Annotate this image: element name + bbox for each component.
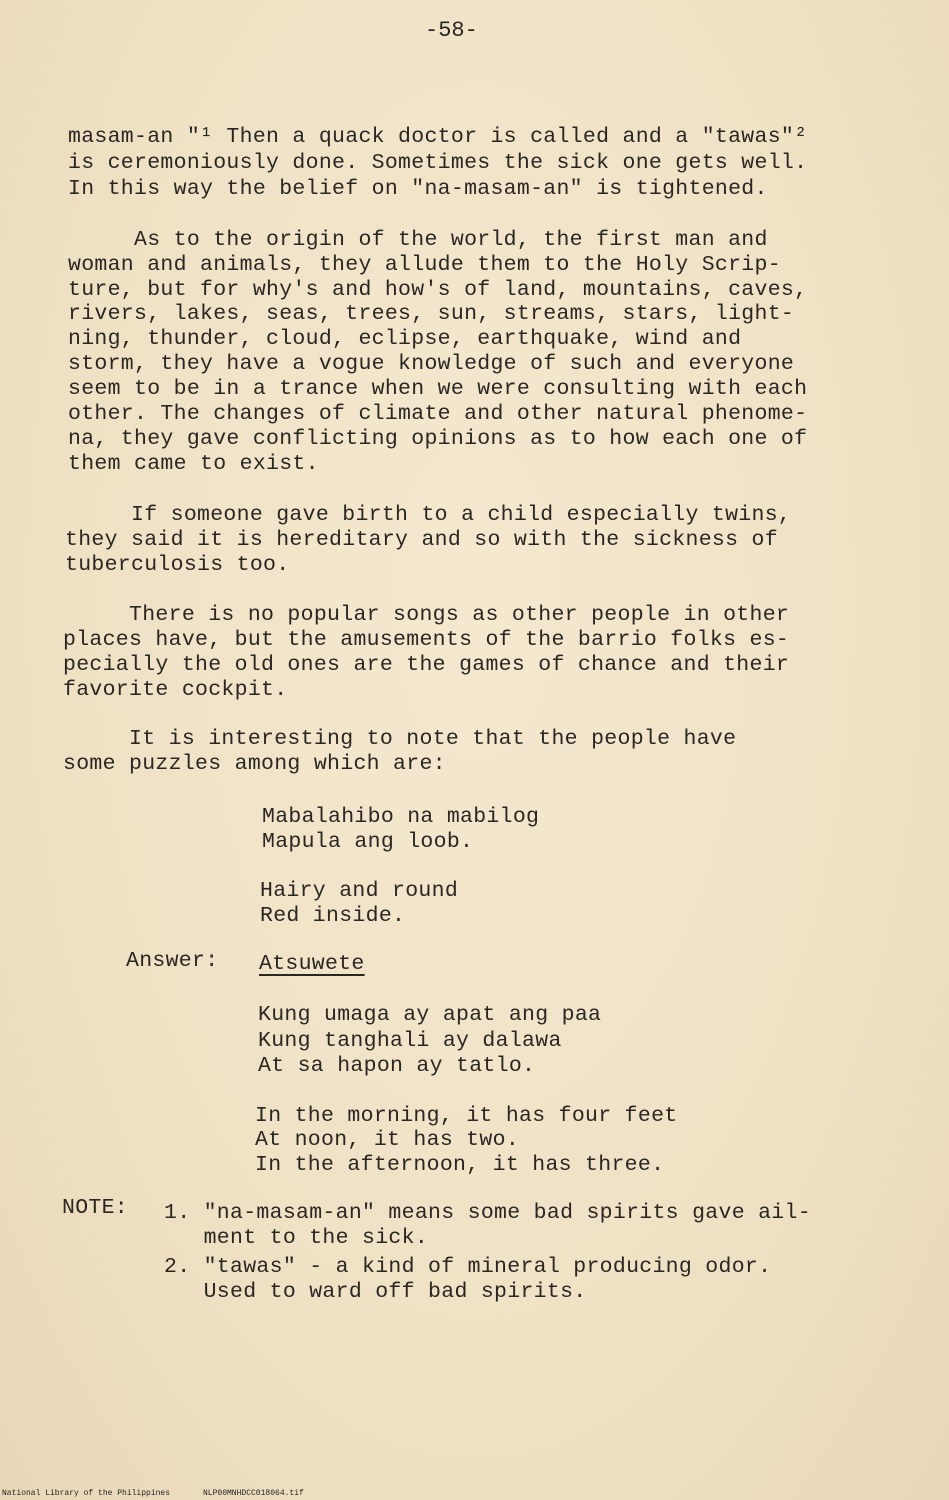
riddle1-tagalog-line-2: Mapula ang loob.: [262, 830, 474, 854]
para1-line-2: is ceremoniously done. Sometimes the sick one gets well.: [68, 151, 808, 175]
riddle1-tagalog-line-1: Mabalahibo na mabilog: [262, 805, 540, 829]
para1-line-3: In this way the belief on "na-masam-an" is tightened.: [68, 177, 768, 201]
riddle2-tagalog-line-2: Kung tanghali ay dalawa: [258, 1029, 562, 1053]
para2-line-3: ture, but for why's and how's of land, mountains, caves,: [68, 278, 808, 302]
footer-file-name: NLP00MNHDCC018064.tif: [203, 1489, 304, 1498]
footer-library-credit: National Library of the Philippines: [2, 1489, 171, 1498]
para3-line-3: tuberculosis too.: [65, 553, 290, 577]
riddle2-english-line-2: At noon, it has two.: [255, 1128, 520, 1152]
note-label: NOTE:: [62, 1196, 129, 1220]
para2-line-5: ning, thunder, cloud, eclipse, earthquake, wind and: [68, 327, 742, 351]
para2-line-4: rivers, lakes, seas, trees, sun, streams, stars, light-: [68, 302, 795, 326]
note2-line-1: 2. "tawas" - a kind of mineral producing odor.: [164, 1255, 772, 1279]
para3-line-1: If someone gave birth to a child especially twins,: [65, 503, 792, 527]
para2-line-8: other. The changes of climate and other natural phenome-: [68, 402, 808, 426]
riddle1-english-line-1: Hairy and round: [260, 879, 459, 903]
para5-line-1: It is interesting to note that the people have: [63, 727, 737, 751]
para2-line-6: storm, they have a vogue knowledge of such and everyone: [68, 352, 795, 376]
riddle2-tagalog-line-3: At sa hapon ay tatlo.: [258, 1054, 536, 1078]
riddle2-english-line-3: In the afternoon, it has three.: [255, 1153, 665, 1177]
answer-label: Answer:: [126, 949, 219, 973]
note1-line-2: ment to the sick.: [164, 1226, 429, 1250]
riddle2-tagalog-line-1: Kung umaga ay apat ang paa: [258, 1003, 602, 1027]
para4-line-3: pecially the old ones are the games of chance and their: [63, 653, 790, 677]
riddle1-english-line-2: Red inside.: [260, 904, 406, 928]
para4-line-1: There is no popular songs as other people in other: [63, 603, 790, 627]
para4-line-4: favorite cockpit.: [63, 678, 288, 702]
para2-line-10: them came to exist.: [68, 452, 319, 476]
page-number: -58-: [425, 18, 478, 43]
para2-line-1: As to the origin of the world, the first man and: [68, 228, 768, 252]
riddle2-english-line-1: In the morning, it has four feet: [255, 1104, 678, 1128]
para2-line-7: seem to be in a trance when we were consulting with each: [68, 377, 808, 401]
note1-line-1: 1. "na-masam-an" means some bad spirits gave ail-: [164, 1201, 811, 1225]
para3-line-2: they said it is hereditary and so with the sickness of: [65, 528, 778, 552]
para5-line-2: some puzzles among which are:: [63, 752, 446, 776]
para4-line-2: places have, but the amusements of the barrio folks es-: [63, 628, 790, 652]
para1-line-1: masam-an "¹ Then a quack doctor is called and a "tawas"²: [68, 125, 808, 149]
para2-line-9: na, they gave conflicting opinions as to how each one of: [68, 427, 808, 451]
para2-line-2: woman and animals, they allude them to the Holy Scrip-: [68, 253, 781, 277]
note2-line-2: Used to ward off bad spirits.: [164, 1280, 587, 1304]
answer-value: Atsuwete: [259, 952, 365, 976]
